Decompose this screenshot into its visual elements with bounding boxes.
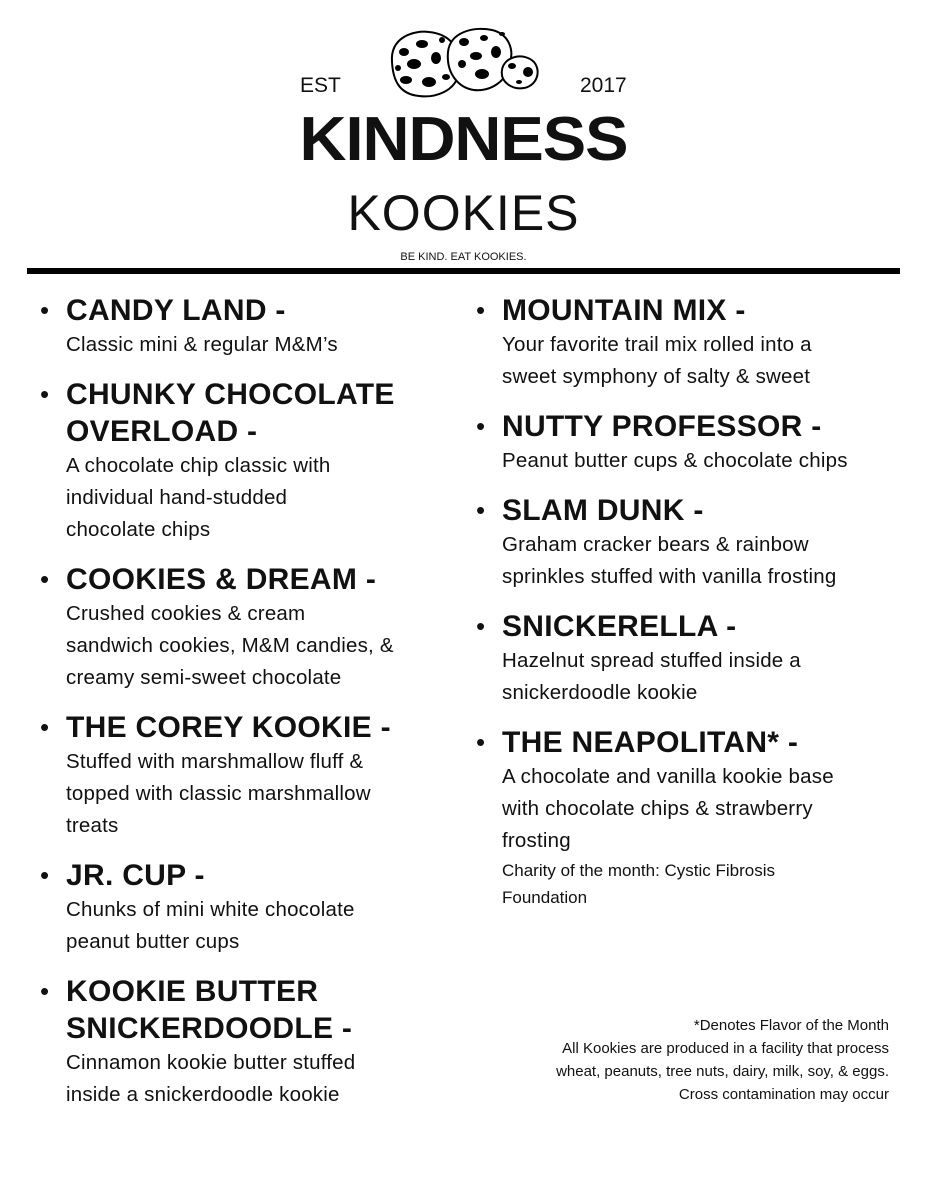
- menu-item-description: peanut butter cups: [66, 930, 240, 953]
- menu-left-column: [36, 292, 456, 1126]
- bullet-icon: •: [476, 495, 486, 525]
- menu-item-description: Hazelnut spread stuffed inside a: [502, 649, 801, 672]
- menu-item-description: A chocolate and vanilla kookie base: [502, 765, 834, 788]
- menu-item-description: with chocolate chips & strawberry: [502, 797, 813, 820]
- charity-note: Foundation: [502, 888, 588, 907]
- menu-item: [36, 292, 456, 361]
- menu-item-title: SNICKERELLA -: [502, 610, 737, 643]
- footer-line: All Kookies are produced in a facility that process: [562, 1040, 889, 1057]
- menu-item-title: SLAM DUNK -: [502, 494, 704, 527]
- menu-item: [472, 608, 912, 709]
- menu-item: [472, 292, 912, 393]
- bullet-icon: •: [40, 564, 50, 594]
- menu-item-title: MOUNTAIN MIX -: [502, 294, 746, 327]
- menu-item-title: KOOKIE BUTTER SNICKERDOODLE -: [66, 975, 353, 1045]
- bullet-icon: •: [476, 411, 486, 441]
- menu-item-description: Crushed cookies & cream: [66, 602, 306, 625]
- menu-item-title: JR. CUP -: [66, 859, 205, 892]
- menu-item-description: creamy semi-sweet chocolate: [66, 666, 342, 689]
- menu-item-description: sandwich cookies, M&M candies, &: [66, 634, 394, 657]
- menu-item-description: sprinkles stuffed with vanilla frosting: [502, 565, 837, 588]
- tagline: BE KIND. EAT KOOKIES.: [400, 251, 527, 263]
- menu-item-title: CHUNKY CHOCOLATE OVERLOAD -: [66, 378, 395, 448]
- cookies-logo-icon: [384, 22, 544, 102]
- menu-item-title: CANDY LAND -: [66, 294, 286, 327]
- bullet-icon: •: [476, 727, 486, 757]
- bullet-icon: •: [476, 295, 486, 325]
- menu-item-description: Cinnamon kookie butter stuffed: [66, 1051, 356, 1074]
- brand-subtitle: KOOKIES: [347, 185, 580, 241]
- charity-note: Charity of the month: Cystic Fibrosis: [502, 861, 776, 880]
- bullet-icon: •: [40, 295, 50, 325]
- menu-item-description: chocolate chips: [66, 518, 211, 541]
- bullet-icon: •: [476, 611, 486, 641]
- menu-item-title: THE NEAPOLITAN* -: [502, 726, 799, 759]
- est-label: EST: [300, 74, 341, 97]
- menu-item: [472, 724, 912, 911]
- menu-item-description: Stuffed with marshmallow fluff &: [66, 750, 364, 773]
- menu-item-description: topped with classic marshmallow: [66, 782, 371, 805]
- footer-line: wheat, peanuts, tree nuts, dairy, milk, soy, & eggs.: [556, 1063, 889, 1080]
- menu-item-description: sweet symphony of salty & sweet: [502, 365, 811, 388]
- menu-item: [36, 709, 456, 842]
- menu-item: [472, 492, 912, 593]
- menu-item-title: THE COREY KOOKIE -: [66, 711, 391, 744]
- menu-item-description: inside a snickerdoodle kookie: [66, 1083, 340, 1106]
- menu-item-description: snickerdoodle kookie: [502, 681, 698, 704]
- menu-item: [36, 857, 456, 958]
- bullet-icon: •: [40, 712, 50, 742]
- footer-line: Cross contamination may occur: [678, 1086, 889, 1103]
- menu-item-title: NUTTY PROFESSOR -: [502, 410, 822, 443]
- bullet-icon: •: [40, 379, 50, 409]
- menu-item-description: Classic mini & regular M&M’s: [66, 333, 338, 356]
- menu-item-description: treats: [66, 814, 119, 837]
- menu-item: [472, 408, 912, 477]
- menu-item-description: Your favorite trail mix rolled into a: [502, 333, 812, 356]
- year-label: 2017: [580, 74, 627, 97]
- menu-item: [36, 973, 456, 1111]
- menu-item-description: Graham cracker bears & rainbow: [502, 533, 809, 556]
- menu-item-description: individual hand-studded: [66, 486, 288, 509]
- menu-item: [36, 376, 456, 546]
- menu-item-description: frosting: [502, 829, 571, 852]
- divider: [27, 268, 900, 274]
- footer-notes: [556, 1014, 889, 1106]
- footer-line: *Denotes Flavor of the Month: [693, 1017, 889, 1034]
- menu-item-title: COOKIES & DREAM -: [66, 563, 377, 596]
- brand-title: KINDNESS: [299, 105, 628, 174]
- menu-item-description: Peanut butter cups & chocolate chips: [502, 449, 848, 472]
- menu-item-description: Chunks of mini white chocolate: [66, 898, 355, 921]
- menu-item-description: A chocolate chip classic with: [66, 454, 331, 477]
- bullet-icon: •: [40, 860, 50, 890]
- menu-item: [36, 561, 456, 694]
- menu-right-column: [472, 292, 912, 926]
- bullet-icon: •: [40, 976, 50, 1006]
